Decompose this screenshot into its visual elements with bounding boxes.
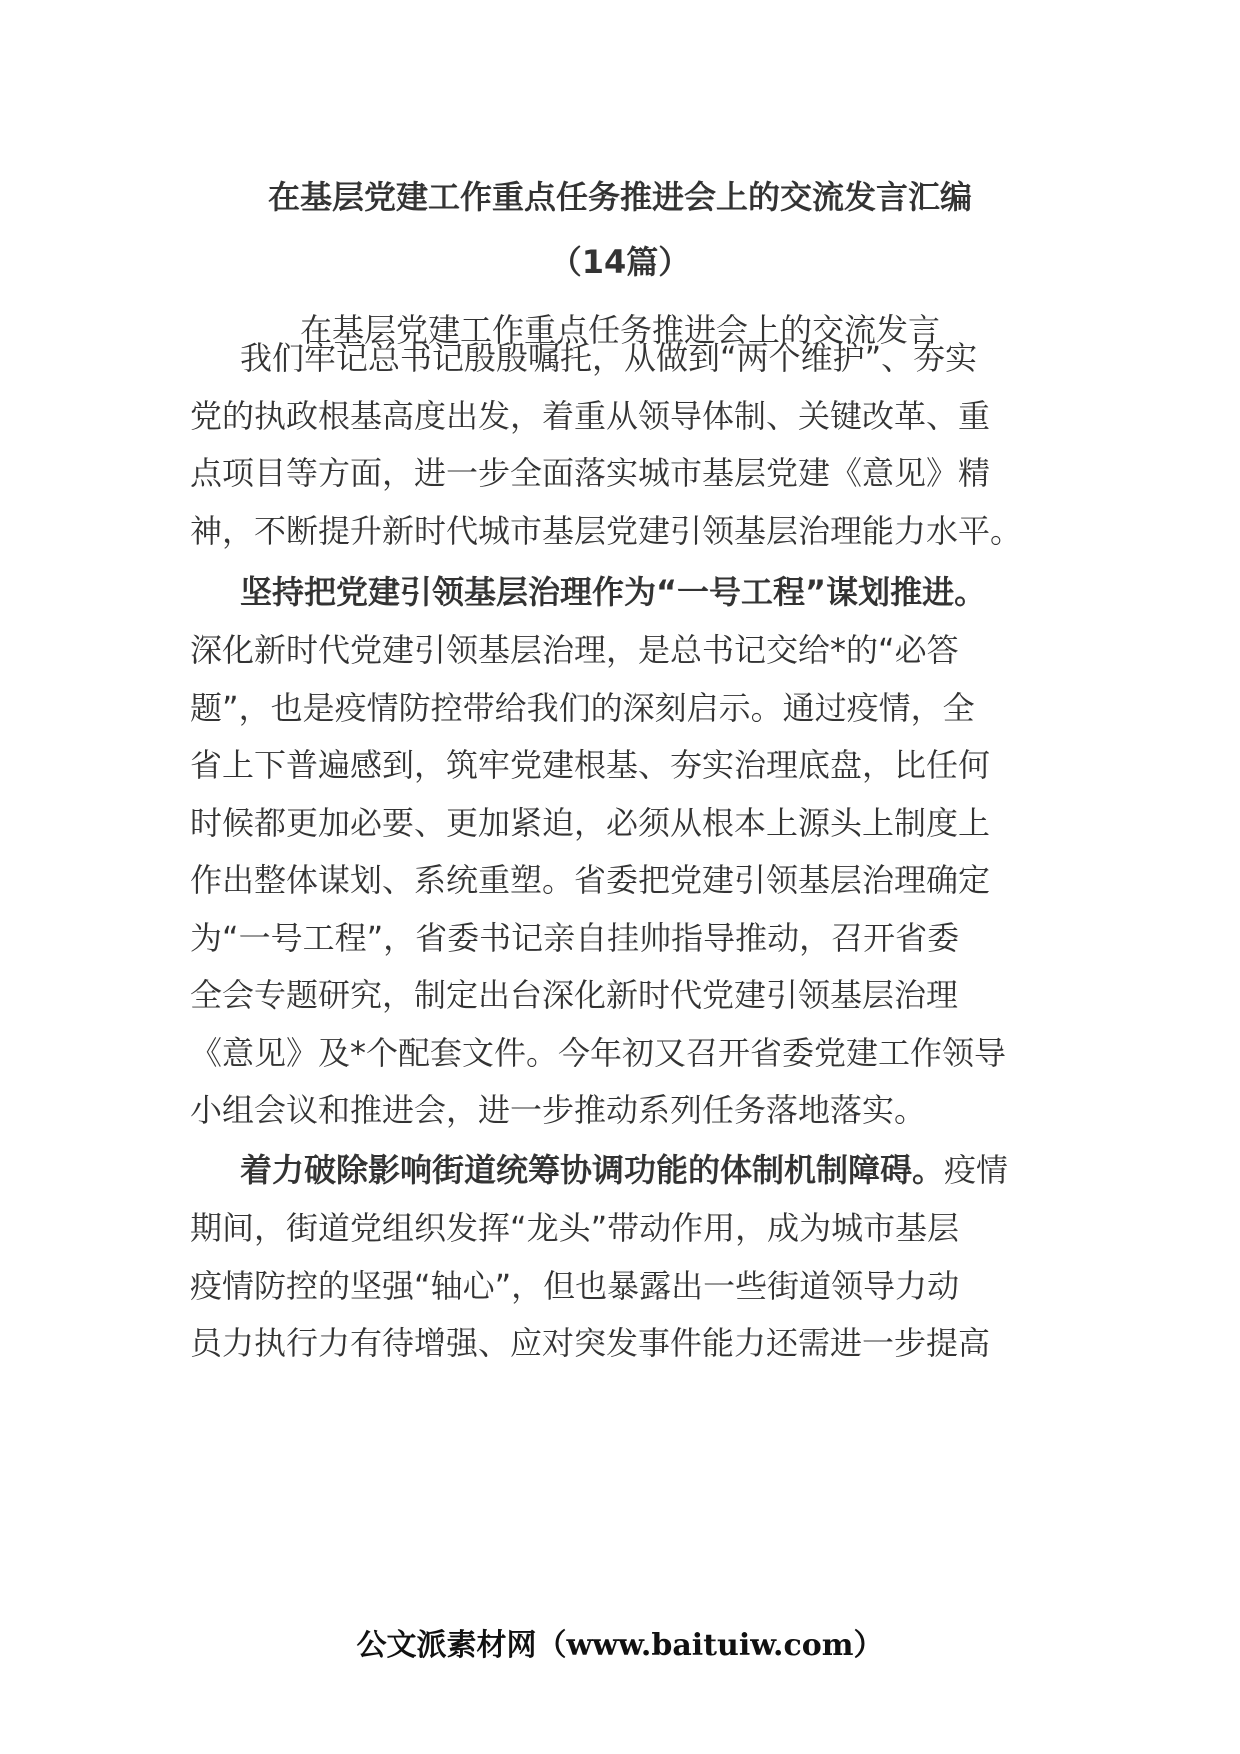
paragraph-line: 党的执政根基高度出发，着重从领导体制、关键改革、重 [190, 397, 991, 435]
footer-site-name: 公文派素材网 [356, 1628, 537, 1663]
paragraph-line [240, 1150, 1008, 1190]
paragraph-text: 疫情 [944, 1151, 1009, 1189]
paragraph-line: 深化新时代党建引领基层治理，是总书记交给*的“必答 [190, 631, 959, 669]
section-heading: 着力破除影响街道统筹协调功能的体制机制障碍。 [240, 1151, 945, 1189]
paragraph-line: 我们牢记总书记殷殷嘱托，从做到“两个维护”、夯实 [240, 339, 978, 377]
paragraph-line: 题”，也是疫情防控带给我们的深刻启示。通过疫情，全 [190, 689, 975, 727]
paragraph-line: 《意见》及*个配套文件。今年初又召开省委党建工作领导 [190, 1034, 1007, 1072]
document-title-count: （14篇） [549, 243, 691, 281]
paragraph-line: 全会专题研究，制定出台深化新时代党建引领基层治理 [190, 976, 959, 1014]
document-title: 在基层党建工作重点任务推进会上的交流发言汇编 [267, 178, 972, 216]
footer-url: （www.baituiw.com） [536, 1628, 884, 1663]
paragraph-line: 小组会议和推进会，进一步推动系列任务落地落实。 [190, 1091, 927, 1129]
paragraph-line: 神，不断提升新时代城市基层党建引领基层治理能力水平。 [190, 512, 1023, 550]
paragraph-line: 时候都更加必要、更加紧迫，必须从根本上源头上制度上 [190, 804, 991, 842]
paragraph-line: 期间，街道党组织发挥“龙头”带动作用，成为城市基层 [190, 1209, 960, 1247]
paragraph-line: 点项目等方面，进一步全面落实城市基层党建《意见》精 [190, 454, 991, 492]
section-heading: 坚持把党建引领基层治理作为“一号工程”谋划推进。 [240, 573, 987, 611]
paragraph-line: 为“一号工程”，省委书记亲自挂帅指导推动，召开省委 [190, 919, 960, 957]
paragraph-line: 员力执行力有待增强、应对突发事件能力还需进一步提高 [190, 1324, 991, 1362]
paragraph-line: 省上下普遍感到，筑牢党建根基、夯实治理底盘，比任何 [190, 746, 991, 784]
paragraph-line: 疫情防控的坚强“轴心”，但也暴露出一些街道领导力动 [190, 1267, 960, 1305]
paragraph-line: 作出整体谋划、系统重塑。省委把党建引领基层治理确定 [190, 861, 991, 899]
document-subtitle: 在基层党建工作重点任务推进会上的交流发言 [299, 311, 940, 349]
page-footer [150, 1627, 1090, 1665]
